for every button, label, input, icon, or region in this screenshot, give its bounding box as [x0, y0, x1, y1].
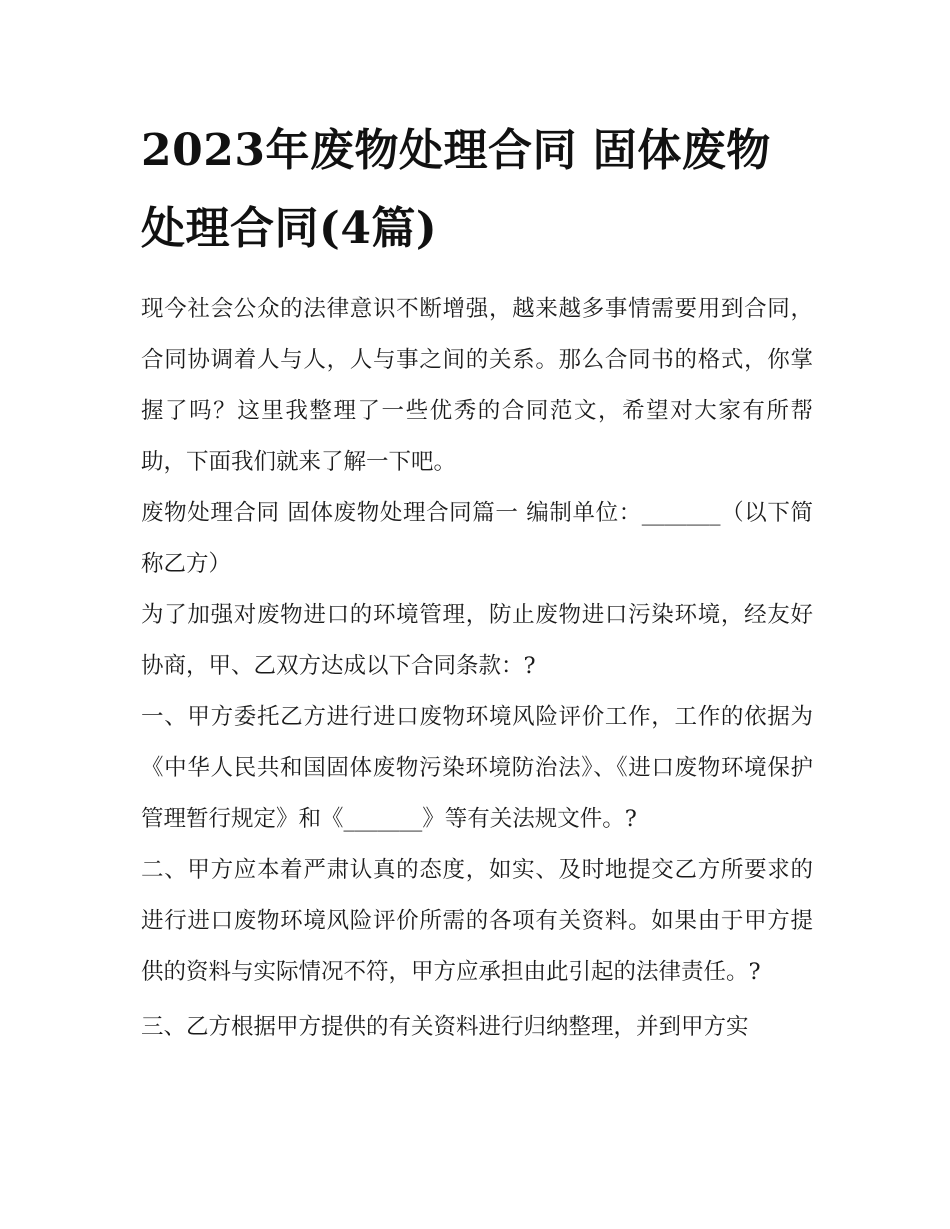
paragraph-intro: 现今社会公众的法律意识不断增强，越来越多事情需要用到合同，合同协调着人与人，人与事之间的关系。那么合同书的格式，你掌握了吗？这里我整理了一些优秀的合同范文，希望对大家有所帮助，下面我们就来了解一下吧。 — [141, 296, 813, 475]
paragraph-preamble: 为了加强对废物进口的环境管理，防止废物进口污染环境，经友好协商，甲、乙双方达成以下合同条款：? — [141, 602, 813, 679]
paragraph-clause-1: 一、甲方委托乙方进行进口废物环境风险评价工作，工作的依据为《中华人民共和国固体废物污染环境防治法》、《进口废物环境保护管理暂行规定》和《_______》等有关法规文件。? — [141, 704, 813, 832]
document-body — [141, 284, 813, 1053]
paragraph-section-heading: 废物处理合同 固体废物处理合同篇一 编制单位：_______（以下简称乙方） — [141, 500, 813, 577]
document-title: 2023年废物处理合同 固体废物处理合同(4篇) — [141, 125, 771, 254]
paragraph-clause-3: 三、乙方根据甲方提供的有关资料进行归纳整理，并到甲方实 — [141, 1014, 749, 1040]
paragraph-clause-2: 二、甲方应本着严肃认真的态度，如实、及时地提交乙方所要求的进行进口废物环境风险评价所需的各项有关资料。如果由于甲方提供的资料与实际情况不符，甲方应承担由此引起的法律责任。? — [141, 857, 813, 985]
document-content — [141, 112, 813, 1053]
